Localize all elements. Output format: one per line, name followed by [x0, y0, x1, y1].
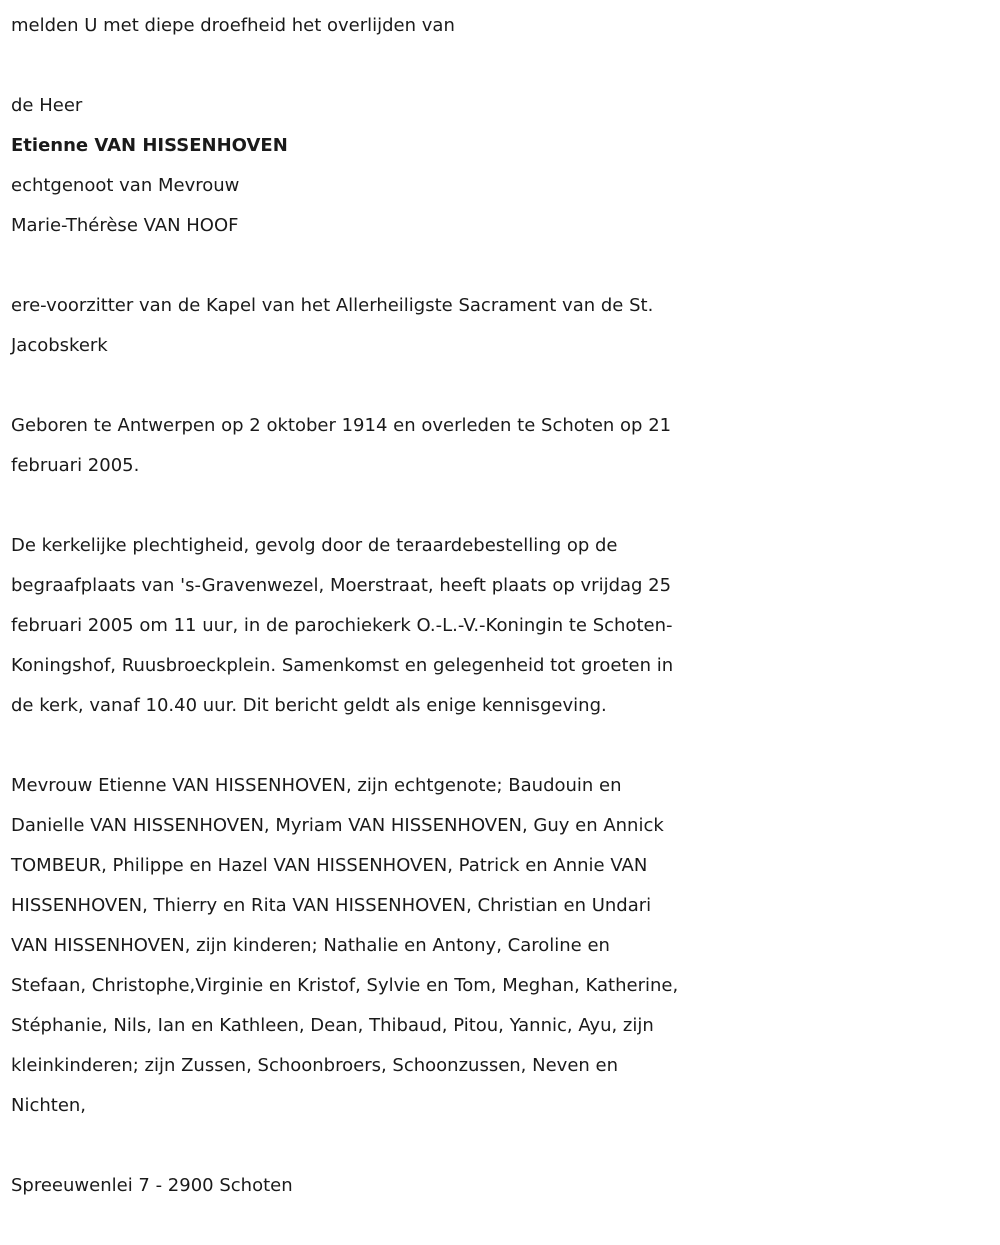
family-line: Danielle VAN HISSENHOVEN, Myriam VAN HISSENHOVEN, Guy en Annick	[11, 815, 664, 836]
spouse-prefix: echtgenoot van Mevrouw	[11, 175, 240, 196]
intro-text: melden U met diepe droefheid het overlijden van	[11, 15, 455, 36]
family-line: kleinkinderen; zijn Zussen, Schoonbroers, Schoonzussen, Neven en	[11, 1055, 618, 1076]
ceremony-paragraph	[11, 526, 996, 726]
spouse-name: Marie-Thérèse VAN HOOF	[11, 215, 239, 236]
ceremony-line: De kerkelijke plechtigheid, gevolg door de teraardebestelling op de	[11, 535, 618, 556]
deceased-name: Etienne VAN HISSENHOVEN	[11, 135, 288, 156]
spacer	[11, 246, 996, 286]
family-line: TOMBEUR, Philippe en Hazel VAN HISSENHOVEN, Patrick en Annie VAN	[11, 855, 648, 876]
ceremony-line: februari 2005 om 11 uur, in de parochiekerk O.-L.-V.-Koningin te Schoten-	[11, 615, 673, 636]
family-line: Stéphanie, Nils, Ian en Kathleen, Dean, Thibaud, Pitou, Yannic, Ayu, zijn	[11, 1015, 654, 1036]
death-notice	[11, 6, 996, 1206]
family-line: Mevrouw Etienne VAN HISSENHOVEN, zijn echtgenote; Baudouin en	[11, 775, 622, 796]
function-paragraph	[11, 286, 996, 366]
spacer	[11, 366, 996, 406]
birth-death-line: Geboren te Antwerpen op 2 oktober 1914 en overleden te Schoten op 21	[11, 415, 672, 436]
family-line: VAN HISSENHOVEN, zijn kinderen; Nathalie en Antony, Caroline en	[11, 935, 610, 956]
family-paragraph	[11, 766, 996, 1126]
function-line: ere-voorzitter van de Kapel van het Allerheiligste Sacrament van de St.	[11, 295, 654, 316]
family-line: Nichten,	[11, 1095, 87, 1116]
address: Spreeuwenlei 7 - 2900 Schoten	[11, 1175, 293, 1196]
spacer	[11, 726, 996, 766]
birth-death-paragraph	[11, 406, 996, 486]
ceremony-line: begraafplaats van 's-Gravenwezel, Moerstraat, heeft plaats op vrijdag 25	[11, 575, 672, 596]
family-line: Stefaan, Christophe,Virginie en Kristof, Sylvie en Tom, Meghan, Katherine,	[11, 975, 679, 996]
ceremony-line: Koningshof, Ruusbroeckplein. Samenkomst en gelegenheid tot groeten in	[11, 655, 674, 676]
spacer	[11, 486, 996, 526]
birth-death-line: februari 2005.	[11, 455, 140, 476]
spacer	[11, 46, 996, 86]
spacer	[11, 1126, 996, 1166]
function-line: Jacobskerk	[11, 335, 108, 356]
title-prefix: de Heer	[11, 95, 83, 116]
family-line: HISSENHOVEN, Thierry en Rita VAN HISSENHOVEN, Christian en Undari	[11, 895, 652, 916]
ceremony-line: de kerk, vanaf 10.40 uur. Dit bericht geldt als enige kennisgeving.	[11, 695, 607, 716]
